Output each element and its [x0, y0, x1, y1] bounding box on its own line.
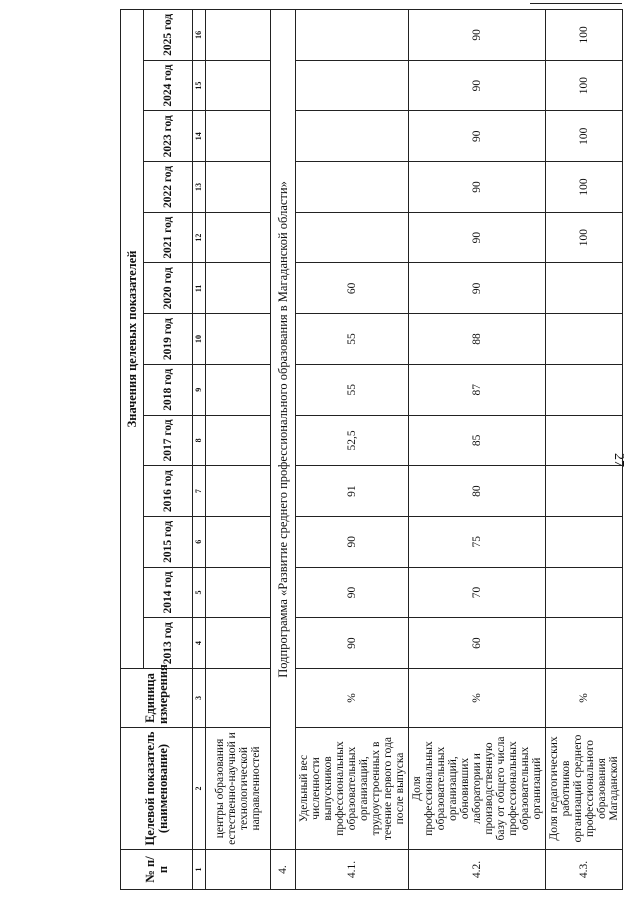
row-value	[206, 263, 271, 314]
column-number: 9	[193, 364, 206, 415]
column-number: 5	[193, 567, 206, 618]
year-header: 2019 год	[144, 314, 193, 365]
row-value	[546, 314, 623, 365]
table-row-continuation	[206, 9, 271, 889]
row-unit: %	[546, 669, 623, 728]
row-num: 4.3.	[546, 850, 623, 890]
table-row	[409, 9, 546, 889]
row-num: 4.1.	[296, 850, 409, 890]
year-header: 2018 год	[144, 364, 193, 415]
column-number: 12	[193, 212, 206, 263]
year-header: 2022 год	[144, 162, 193, 213]
row-value: 90	[296, 516, 409, 567]
row-value	[296, 111, 409, 162]
row-value	[296, 162, 409, 213]
row-value: 100	[546, 60, 623, 111]
column-number: 6	[193, 516, 206, 567]
row-value: 90	[409, 212, 546, 263]
year-header: 2015 год	[144, 516, 193, 567]
row-value	[206, 567, 271, 618]
column-number: 7	[193, 466, 206, 517]
column-number-row	[193, 9, 206, 889]
row-value: 90	[296, 618, 409, 669]
row-unit: %	[409, 669, 546, 728]
col-num-header: № п/п	[121, 850, 193, 890]
row-value: 100	[546, 9, 623, 60]
row-value	[546, 466, 623, 517]
row-value: 100	[546, 212, 623, 263]
row-value	[206, 212, 271, 263]
year-header: 2020 год	[144, 263, 193, 314]
row-value	[546, 415, 623, 466]
row-value: 55	[296, 364, 409, 415]
row-value: 100	[546, 111, 623, 162]
row-value	[206, 466, 271, 517]
row-value	[296, 9, 409, 60]
table-row	[296, 9, 409, 889]
target-indicators-table	[120, 9, 623, 890]
row-value	[296, 60, 409, 111]
row-value	[206, 9, 271, 60]
row-unit	[206, 669, 271, 728]
row-name: Доля профессиональных образовательных организаций, обновивших лаборатории и производственную базу от общего числа профессиональных образовательных организаций	[409, 728, 546, 850]
row-value: 90	[409, 111, 546, 162]
row-value: 90	[296, 567, 409, 618]
row-value	[206, 111, 271, 162]
row-value: 87	[409, 364, 546, 415]
row-value	[206, 314, 271, 365]
row-value	[546, 618, 623, 669]
column-number: 2	[193, 728, 206, 850]
year-header: 2016 год	[144, 466, 193, 517]
row-value: 88	[409, 314, 546, 365]
row-value	[206, 516, 271, 567]
column-number: 3	[193, 669, 206, 728]
values-group-header: Значения целевых показателей	[121, 9, 144, 668]
year-header: 2021 год	[144, 212, 193, 263]
row-value	[206, 60, 271, 111]
row-value: 70	[409, 567, 546, 618]
row-value: 75	[409, 516, 546, 567]
row-name: центры образования естественно-научной и технологической направленностей	[206, 728, 271, 850]
row-value	[206, 162, 271, 213]
row-value	[546, 364, 623, 415]
section-num: 4.	[271, 850, 296, 890]
row-value: 85	[409, 415, 546, 466]
column-number: 13	[193, 162, 206, 213]
row-value	[206, 364, 271, 415]
column-number: 11	[193, 263, 206, 314]
header-row-1	[121, 9, 144, 889]
page-number: 27	[611, 453, 626, 467]
row-value	[206, 618, 271, 669]
row-value	[206, 415, 271, 466]
year-header: 2025 год	[144, 9, 193, 60]
row-unit: %	[296, 669, 409, 728]
row-value: 52,5	[296, 415, 409, 466]
table-body	[206, 9, 623, 889]
row-value: 91	[296, 466, 409, 517]
row-name: Удельный вес численности выпускников профессиональных образовательных организаций, трудоустроенных в течение первого года после выпуска	[296, 728, 409, 850]
row-value: 90	[409, 263, 546, 314]
row-value: 90	[409, 9, 546, 60]
table-row	[546, 9, 623, 889]
row-value: 100	[546, 162, 623, 213]
column-number: 16	[193, 9, 206, 60]
row-value: 80	[409, 466, 546, 517]
section-title: Подпрограмма «Развитие среднего профессионального образования в Магаданской области»	[271, 9, 296, 849]
year-header: 2017 год	[144, 415, 193, 466]
col-name-header: Целевой показатель (наименование)	[121, 728, 193, 850]
row-value	[546, 263, 623, 314]
row-value: 90	[409, 162, 546, 213]
column-number: 4	[193, 618, 206, 669]
row-value: 60	[409, 618, 546, 669]
row-value	[296, 212, 409, 263]
row-value: 60	[296, 263, 409, 314]
row-num: 4.2.	[409, 850, 546, 890]
column-number: 8	[193, 415, 206, 466]
column-number: 1	[193, 850, 206, 890]
column-number: 15	[193, 60, 206, 111]
row-name: Доля педагогических работников организаций среднего профессионального образования Магаданской	[546, 728, 623, 850]
row-num	[206, 850, 271, 890]
section-row	[271, 9, 296, 889]
year-header: 2024 год	[144, 60, 193, 111]
row-value: 90	[409, 60, 546, 111]
year-header: 2013 год	[144, 618, 193, 669]
table-container	[120, 10, 640, 890]
column-number: 14	[193, 111, 206, 162]
row-value: 55	[296, 314, 409, 365]
row-value	[546, 567, 623, 618]
column-number: 10	[193, 314, 206, 365]
year-header: 2014 год	[144, 567, 193, 618]
col-unit-header: Единица измерения	[121, 669, 193, 728]
row-value	[546, 516, 623, 567]
year-header: 2023 год	[144, 111, 193, 162]
